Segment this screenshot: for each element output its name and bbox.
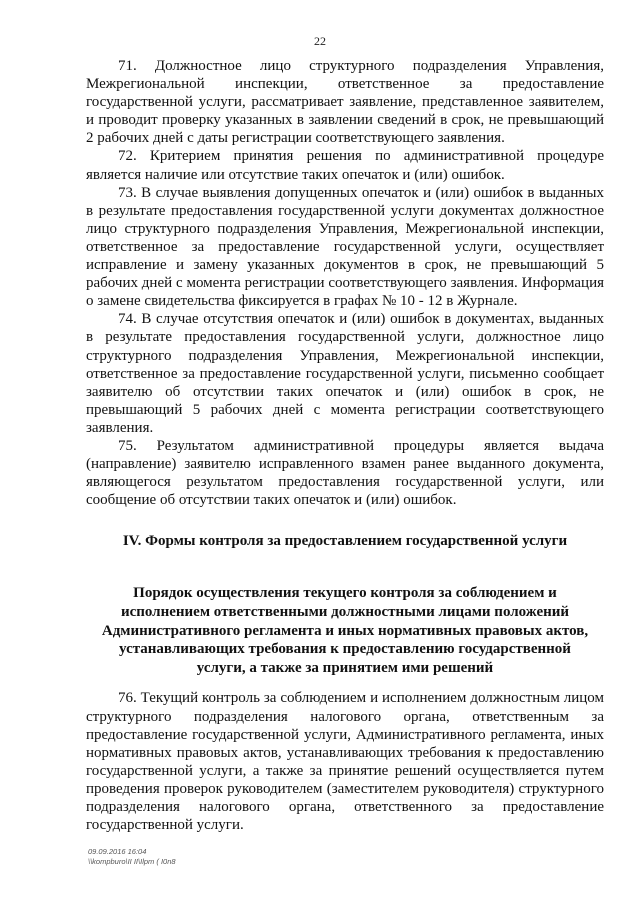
file-stamp-date: 09.09.2016 16:04 <box>88 847 147 856</box>
paragraph-72: 72. Критерием принятия решения по административной процедуре является наличие или отсутствие таких опечаток и (или) ошибок. <box>86 148 604 183</box>
section-title: IV. Формы контроля за предоставлением государственной услуги <box>122 533 568 550</box>
subsection-title: Порядок осуществления текущего контроля за соблюдением и исполнением ответственными должностными лицами положений Административного регламента и иных нормативных правовых актов, устанавливающих требования к предоставлению государственной услуги, а также за принятием ими решений <box>101 585 589 676</box>
paragraph-71: 71. Должностное лицо структурного подразделения Управления, Межрегиональной инспекции, ответственное за предоставление государственной услуги, рассматривает заявление, представленное заявителем, и проводит проверку указанных в заявлении сведений в срок, не превышающий 2 рабочих дней с даты регистрации соответствующего заявления. <box>86 58 604 147</box>
page-number: 22 <box>314 34 326 48</box>
file-stamp <box>88 847 176 867</box>
file-stamp-path: \\kompburo\II II\Ilpm ( I0n8 <box>88 857 176 866</box>
paragraph-75: 75. Результатом административной процедуры является выдача (направление) заявителю исправленного взамен ранее выданного документа, являющегося результатом предоставления государственной услуги, или сообщение об отсутствии таких опечаток и (или) ошибок. <box>86 437 604 509</box>
paragraph-74: 74. В случае отсутствия опечаток и (или) ошибок в документах, выданных в результате предоставления государственной услуги, должностное лицо структурного подразделения Управления, Межрегиональной инспекции, ответственное за предоставление государственной услуги, письменно сообщает заявителю об отсутствии таких опечаток и (или) ошибок в срок, не превышающий 5 рабочих дней с момента регистрации соответствующего заявления. <box>86 311 604 436</box>
document-body <box>86 57 604 834</box>
paragraph-73: 73. В случае выявления допущенных опечаток и (или) ошибок в выданных в результате предоставления государственной услуги документах должностное лицо структурного подразделения Управления, Межрегиональной инспекции, ответственное за предоставление государственной услуги, осуществляет исправление и замену указанных документов в срок, не превышающий 5 рабочих дней с момента регистрации соответствующего заявления. Информация о замене свидетельства фиксируется в графах № 10 - 12 в Журнале. <box>86 184 604 310</box>
paragraph-76: 76. Текущий контроль за соблюдением и исполнением должностным лицом структурного подразделения налогового органа, ответственным за предоставление государственной услуги, Административного регламента, иных нормативных правовых актов, устанавливающих требования к предоставлению государственной услуги, а также за принятие решений осуществляется путем проведения проверок руководителем (заместителем руководителя) структурного подразделения налогового органа, ответственного за предоставление государственной услуги. <box>86 690 604 834</box>
